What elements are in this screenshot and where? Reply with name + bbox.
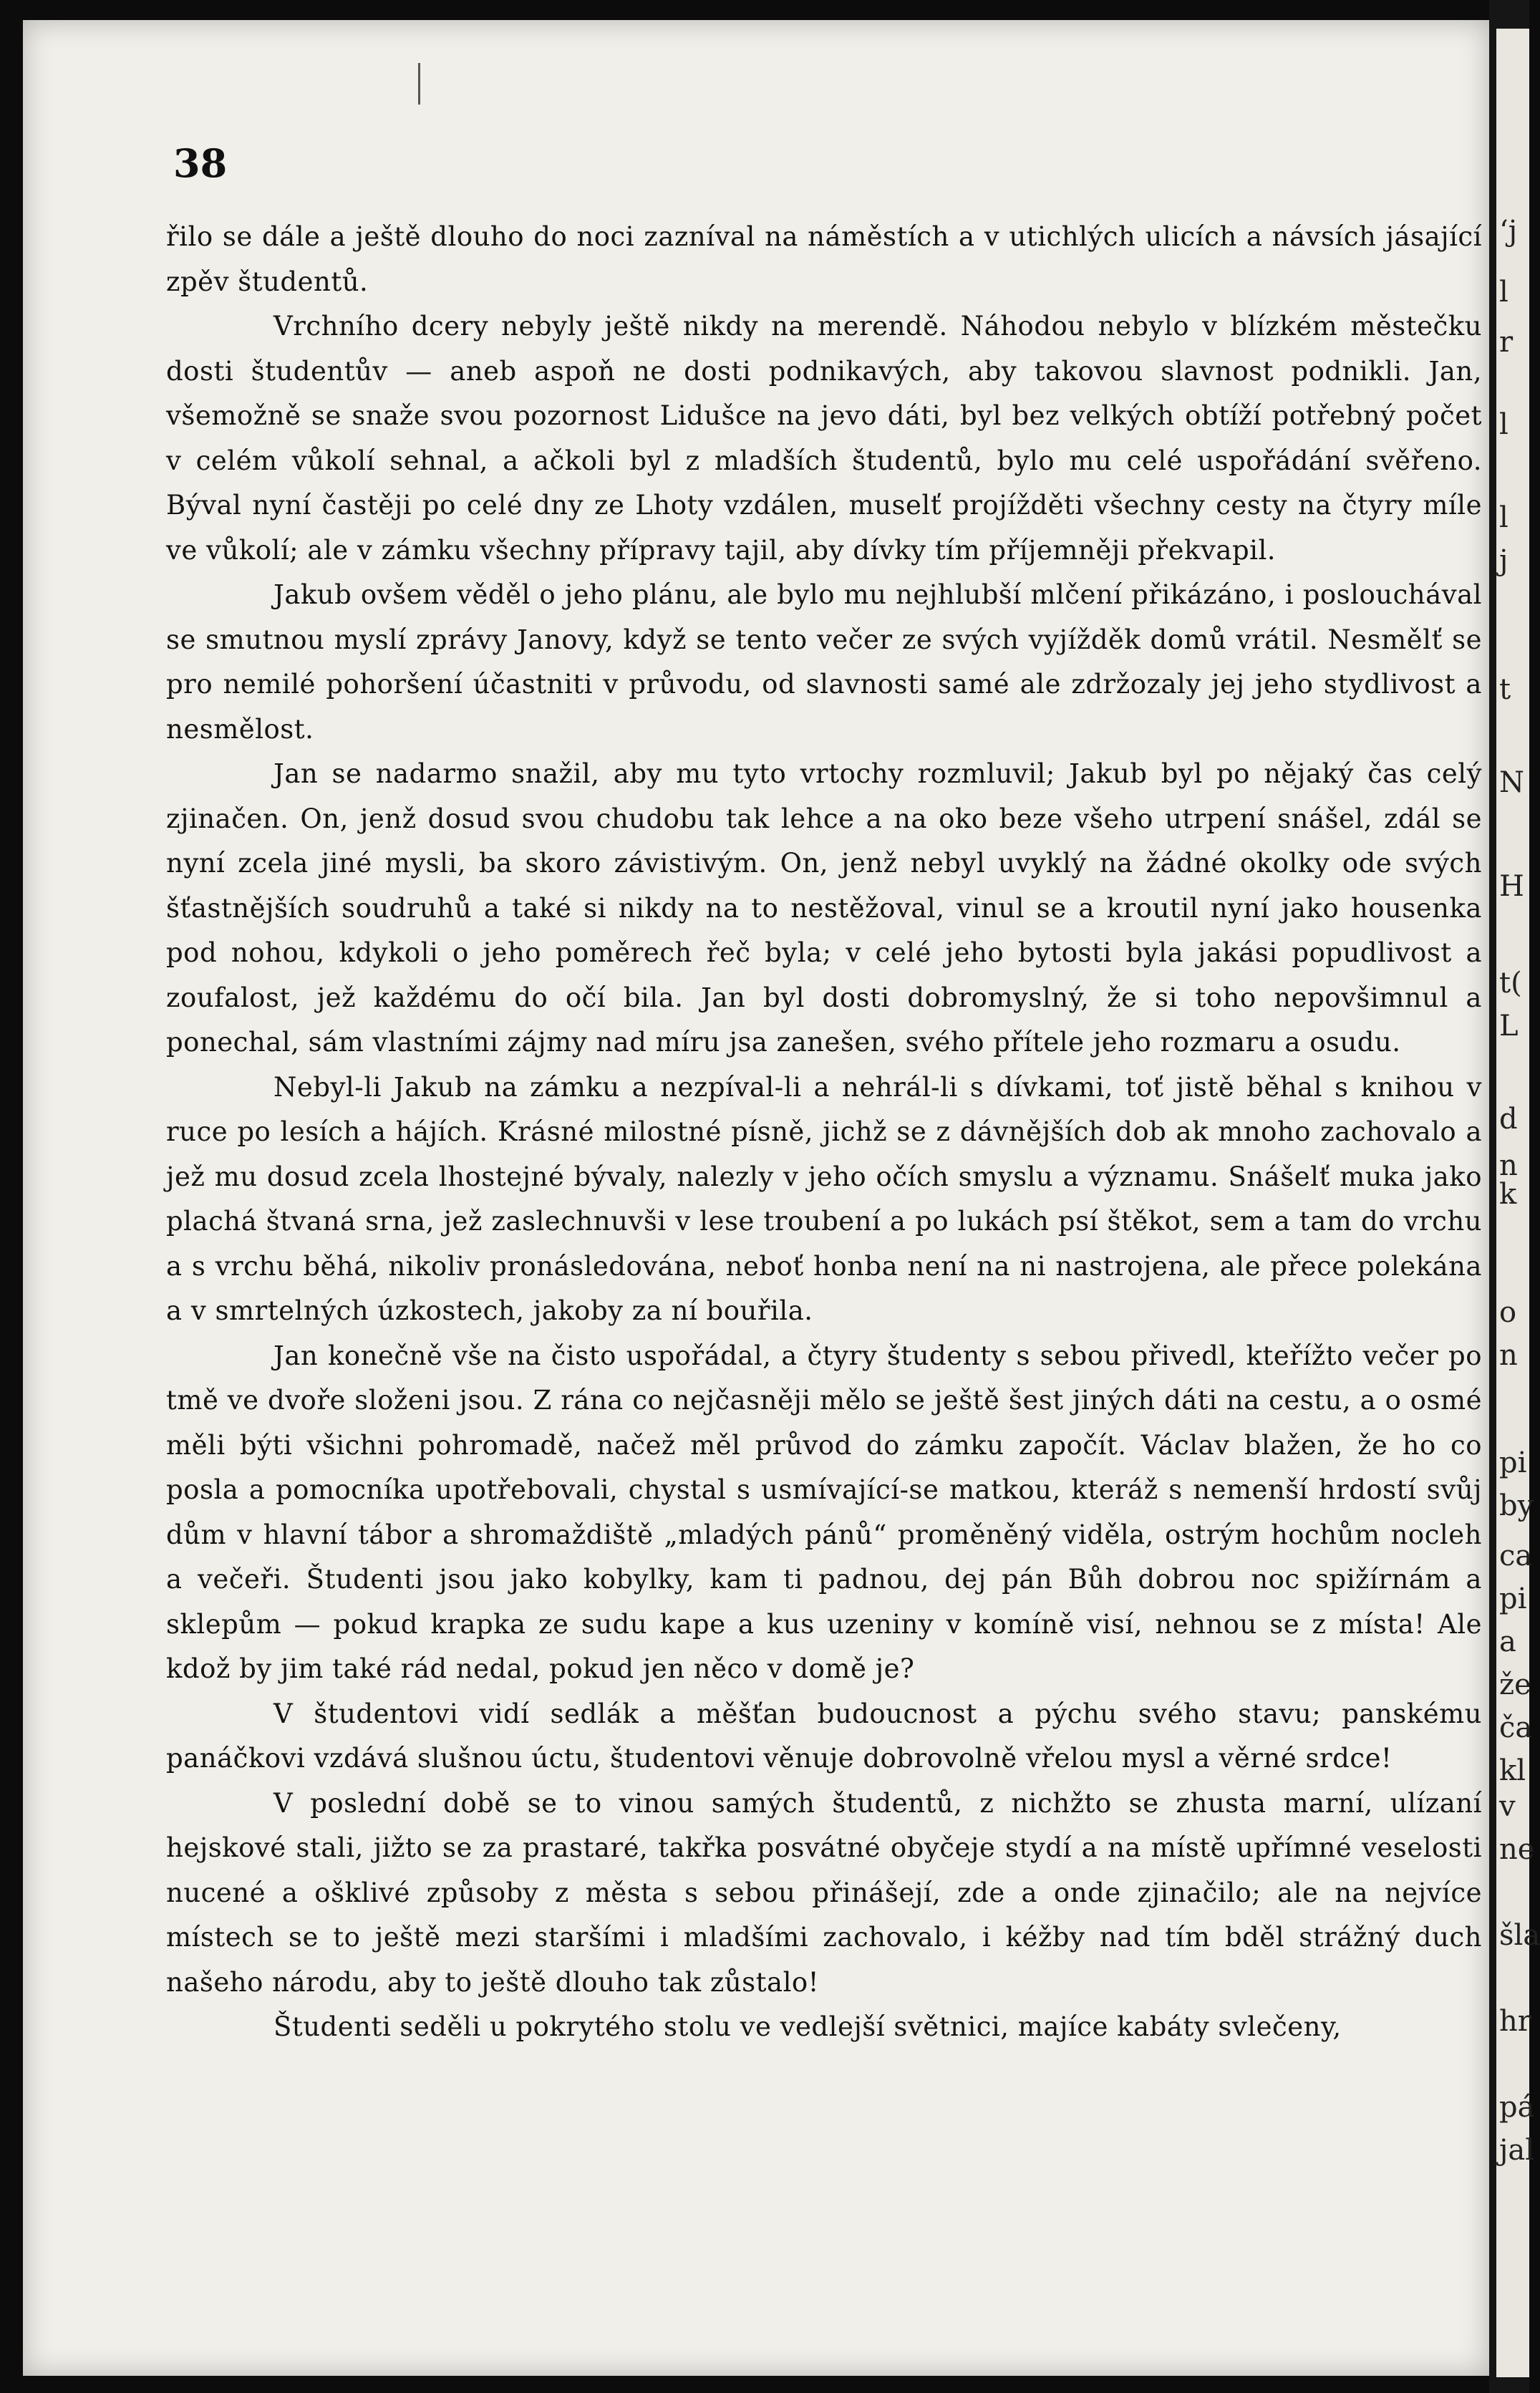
adjacent-page-letter: d bbox=[1499, 1103, 1518, 1136]
adjacent-page-letter: o bbox=[1499, 1296, 1517, 1329]
paragraph: Jan konečně vše na čisto uspořádal, a čtyry študenty s sebou přivedl, kteřížto večer po tmě ve dvoře složeni jsou. Z rána co nejčasněji mělo se ještě šest jiných dáti na cestu, a o osmé měli býti všichni pohromadě, načež měl průvod do zámku započít. Václav blažen, že ho co posla a pomocníka upotřebovali, chystal s usmívající-se matkou, kteráž s nemenší hrdostí svůj dům v hlavní tábor a shromaždiště „mladých pánů“ proměněný viděla, ostrým hochům nocleh a večeři. Študenti jsou jako kobylky, kam ti padnou, dej pán Bůh dobrou noc spižírnám a sklepům — pokud krapka ze sudu kape a kus uzeniny v komíně visí, nehnou se z místa! Ale kdož by jim také rád nedal, pokud jen něco v domě je? bbox=[166, 1340, 1482, 1684]
adjacent-page-letter: l bbox=[1499, 408, 1508, 441]
adjacent-page-letter: j bbox=[1499, 544, 1508, 577]
adjacent-page-letter: l bbox=[1499, 501, 1508, 534]
paragraph: Nebyl-li Jakub na zámku a nezpíval-li a nehrál-li s dívkami, toť jistě běhal s knihou v ruce po lesích a hájích. Krásné milostné písně, jichž se z dávnějších dob ak mnoho zachovalo a jež mu dosud zcela lhostejné bývaly, nalezly v jeho očích smyslu a významu. Snášelť muka jako plachá štvaná srna, jež zaslechnuvši v lese troubení a po lukách psí štěkot, sem a tam do vrchu a s vrchu běhá, nikoliv pronásledována, neboť honba není na ni nastrojena, ale přece polekána a v smrtelných úzkostech, jakoby za ní bouřila. bbox=[166, 1071, 1482, 1326]
paragraph: řilo se dále a ještě dlouho do noci zazníval na náměstích a v utichlých ulicích a návsích jásající zpěv študentů. bbox=[166, 221, 1482, 297]
adjacent-page-letter: l bbox=[1499, 276, 1508, 309]
page-number: 38 bbox=[173, 140, 228, 186]
body-text bbox=[166, 215, 1482, 2050]
adjacent-page-letter: šla bbox=[1499, 1919, 1540, 1952]
adjacent-page-letter: ne bbox=[1499, 1833, 1535, 1866]
adjacent-page-letter: že bbox=[1499, 1668, 1531, 1701]
paragraph: V študentovi vidí sedlák a měšťan budoucnost a pýchu svého stavu; panskému panáčkovi vzdává slušnou úctu, študentovi věnuje dobrovolně vřelou mysl a věrné srdce! bbox=[166, 1698, 1482, 1774]
adjacent-page-letter: n bbox=[1499, 1149, 1518, 1182]
adjacent-page-letter: n bbox=[1499, 1339, 1518, 1372]
adjacent-page-letter: kl bbox=[1499, 1754, 1526, 1787]
adjacent-page-letter: r bbox=[1499, 326, 1514, 359]
adjacent-page-letter: N bbox=[1499, 766, 1524, 799]
adjacent-page-letter: ča bbox=[1499, 1711, 1533, 1744]
adjacent-page-letter: pá bbox=[1499, 2091, 1535, 2124]
book-page bbox=[23, 20, 1489, 2376]
adjacent-page-letter: ‘j bbox=[1499, 215, 1518, 248]
adjacent-page-letter: hr bbox=[1499, 2005, 1531, 2038]
adjacent-page-letter: pi bbox=[1499, 1582, 1527, 1615]
adjacent-page-letter: v bbox=[1499, 1790, 1516, 1823]
adjacent-page-letter: ca bbox=[1499, 1539, 1533, 1572]
adjacent-page-letter: k bbox=[1499, 1178, 1517, 1211]
adjacent-page-letter: H bbox=[1499, 870, 1524, 903]
adjacent-page-letter: L bbox=[1499, 1010, 1519, 1043]
adjacent-page-letter: t( bbox=[1499, 967, 1522, 1000]
print-mark bbox=[418, 63, 420, 105]
adjacent-page-letter: a bbox=[1499, 1625, 1516, 1658]
paragraph: V poslední době se to vinou samých študentů, z nichžto se zhusta marní, ulízaní hejskové stali, jižto se za prastaré, takřka posvátné obyčeje stydí a na místě upřímné veselosti nucené a ošklivé způsoby z města s sebou přinášejí, zde a onde zjinačilo; ale na nejvíce místech se to ještě mezi staršími i mladšími zachovalo, i kéžby nad tím bděl strážný duch našeho národu, aby to ještě dlouho tak zůstalo! bbox=[166, 1787, 1482, 1998]
paragraph: Jakub ovšem věděl o jeho plánu, ale bylo mu nejhlubší mlčení přikázáno, i poslouchával se smutnou myslí zprávy Janovy, když se tento večer ze svých vyjížděk domů vrátil. Nesmělť se pro nemilé pohoršení účastniti v průvodu, od slavnosti samé ale zdržozaly jej jeho stydlivost a nesmělost. bbox=[166, 579, 1482, 745]
paragraph: Študenti seděli u pokrytého stolu ve vedlejší světnici, majíce kabáty svlečeny, bbox=[273, 2011, 1342, 2042]
adjacent-page-letter: pi bbox=[1499, 1446, 1527, 1479]
adjacent-page-letter: by bbox=[1499, 1489, 1534, 1522]
paragraph: Vrchního dcery nebyly ještě nikdy na merendě. Náhodou nebylo v blízkém městečku dosti študentův — aneb aspoň ne dosti podnikavých, aby takovou slavnost podnikli. Jan, všemožně se snaže svou pozornost Lidušce na jevo dáti, byl bez velkých obtíží potřebný počet v celém vůkolí sehnal, a ačkoli byl z mladších študentů, bylo mu celé uspořádání svěřeno. Býval nyní častěji po celé dny ze Lhoty vzdálen, muselť projížděti všechny cesty na čtyry míle ve vůkolí; ale v zámku všechny přípravy tajil, aby dívky tím příjemněji překvapil. bbox=[166, 311, 1482, 566]
adjacent-page-letter: t bbox=[1499, 673, 1511, 706]
adjacent-page-letter: jal bbox=[1499, 2134, 1535, 2167]
adjacent-page-edge bbox=[1496, 29, 1540, 2377]
paragraph: Jan se nadarmo snažil, aby mu tyto vrtochy rozmluvil; Jakub byl po nějaký čas celý zjinačen. On, jenž dosud svou chudobu tak lehce a na oko beze všeho utrpení snášel, zdál se nyní zcela jiné mysli, ba skoro závistivým. On, jenž nebyl uvyklý na žádné okolky ode svých šťastnějších soudruhů a také si nikdy na to nestěžoval, vinul se a kroutil nyní jako housenka pod nohou, kdykoli o jeho poměrech řeč byla; v celé jeho bytosti byla jakási popudlivost a zoufalost, jež každému do očí bila. Jan byl dosti dobromyslný, že si toho nepovšimnul a ponechal, sám vlastními zájmy nad míru jsa zanešen, svého přítele jeho rozmaru a osudu. bbox=[166, 758, 1482, 1058]
